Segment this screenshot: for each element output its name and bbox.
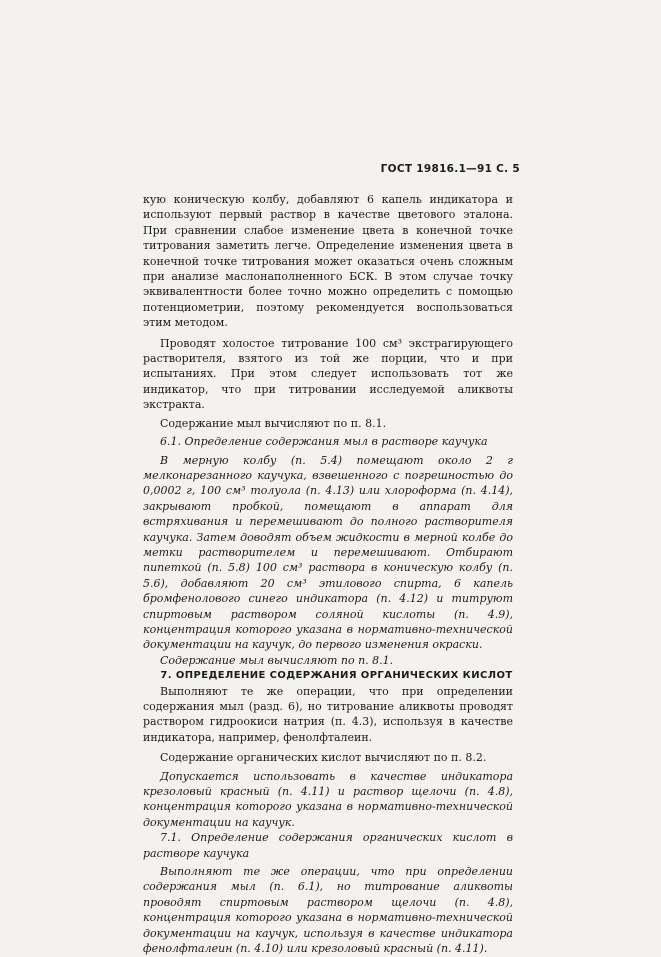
- section-title-7: 7. ОПРЕДЕЛЕНИЕ СОДЕРЖАНИЯ ОРГАНИЧЕСКИХ КИСЛОТ: [160, 670, 513, 682]
- paragraph-indicator-allowed: Допускается использовать в качестве индикатора крезоловый красный (п. 4.11) и раствор щелочи (п. 4.8), концентрация которого указана в нормативно-технической документации на каучук.: [143, 769, 513, 829]
- paragraph-soap-calc-2: Содержание мыл вычисляют по п. 8.1.: [160, 653, 394, 667]
- subsection-title-7-1: 7.1. Определение содержания органических кислот в растворе каучука: [143, 831, 513, 860]
- document-body: [143, 192, 513, 957]
- paragraph-6-1-procedure: В мерную колбу (п. 5.4) помещают около 2 г мелконарезанного каучука, взвешенного с погрешностью до 0,0002 г, 100 см³ толуола (п. 4.13) или хлороформа (п. 4.14), закрывают пробкой, помещают в аппарат для встряхивания и перемешивают до полного растворителя каучука. Затем доводят объем жидкости в мерной колбе до метки растворителем и перемешивают. Отбирают пипеткой (п. 5.8) 100 см³ раствора в коническую колбу (п. 5.6), добавляют 20 см³ этилового спирта, 6 капель бромфенолового синего индикатора (п. 4.12) и титруют спиртовым раствором соляной кислоты (п. 4.9), концентрация которого указана в нормативно-технической документации на каучук, до первого изменения окраски.: [143, 453, 513, 652]
- paragraph-acids-calc: Содержание органических кислот вычисляют по п. 8.2.: [160, 751, 487, 765]
- subsection-title-6-1: 6.1. Определение содержания мыл в растворе каучука: [160, 435, 488, 449]
- paragraph-continuation: кую коническую колбу, добавляют 6 капель индикатора и используют первый раствор в качестве цветового эталона. При сравнении слабое изменение цвета в конечной точке титрования заметить легче. Определение изменения цвета в конечной точке титрования может оказаться очень сложным при анализе маслонаполненного БСК. В этом случае точку эквивалентности более точно можно определить с помощью потенциометрии, поэтому рекомендуется воспользоваться этим методом.: [143, 193, 513, 330]
- paragraph-soap-calc: Содержание мыл вычисляют по п. 8.1.: [160, 416, 387, 430]
- paragraph-7-operations: Выполняют те же операции, что при определении содержания мыл (разд. 6), но титрование аликвоты проводят раствором гидроокиси натрия (п. 4.3), используя в качестве индикатора, например, фенолфталеин.: [143, 684, 513, 744]
- page-header: ГОСТ 19816.1—91 С. 5: [380, 163, 520, 175]
- paragraph-blank-titration: Проводят холостое титрование 100 см³ экстрагирующего растворителя, взятого из той же порции, что и при испытаниях. При этом следует использовать тот же индикатор, что при титровании исследуемой аликвоты экстракта.: [143, 336, 513, 412]
- paragraph-7-1-procedure: Выполняют те же операции, что при определении содержания мыл (п. 6.1), но титрование аликвоты проводят спиртовым раствором щелочи (п. 4.8), концентрация которого указана в нормативно-технической документации на каучук, используя в качестве индикатора фенолфталеин (п. 4.10) или крезоловый красный (п. 4.11).: [143, 865, 513, 956]
